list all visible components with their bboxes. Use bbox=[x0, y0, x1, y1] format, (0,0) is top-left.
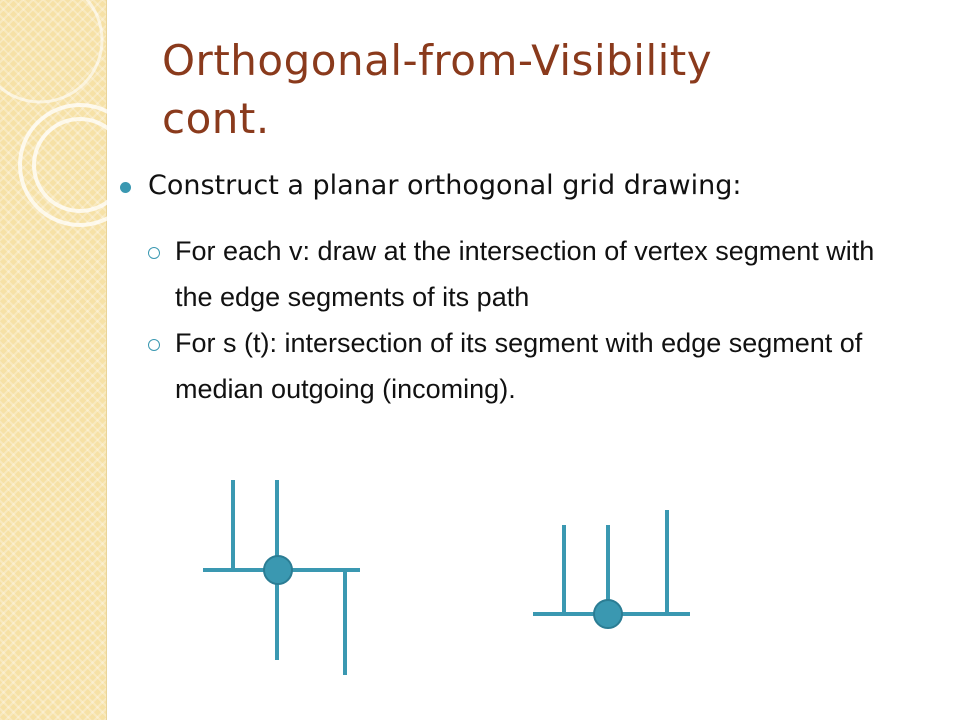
main-bullet-text: Construct a planar orthogonal grid drawing: bbox=[148, 170, 742, 201]
figure-vertex bbox=[203, 480, 360, 675]
sub-bullet-text: For each v: draw at the intersection of vertex segment with the edge segments of its path bbox=[175, 236, 875, 312]
title-line-1: Orthogonal-from-Visibility bbox=[162, 36, 713, 85]
vertex-node bbox=[264, 556, 292, 584]
source-node bbox=[594, 600, 622, 628]
sub-bullet-text: For s (t): intersection of its segment with edge segment of median outgoing (incoming). bbox=[175, 328, 863, 404]
figure-source bbox=[533, 510, 690, 628]
title-line-2: cont. bbox=[162, 94, 270, 143]
